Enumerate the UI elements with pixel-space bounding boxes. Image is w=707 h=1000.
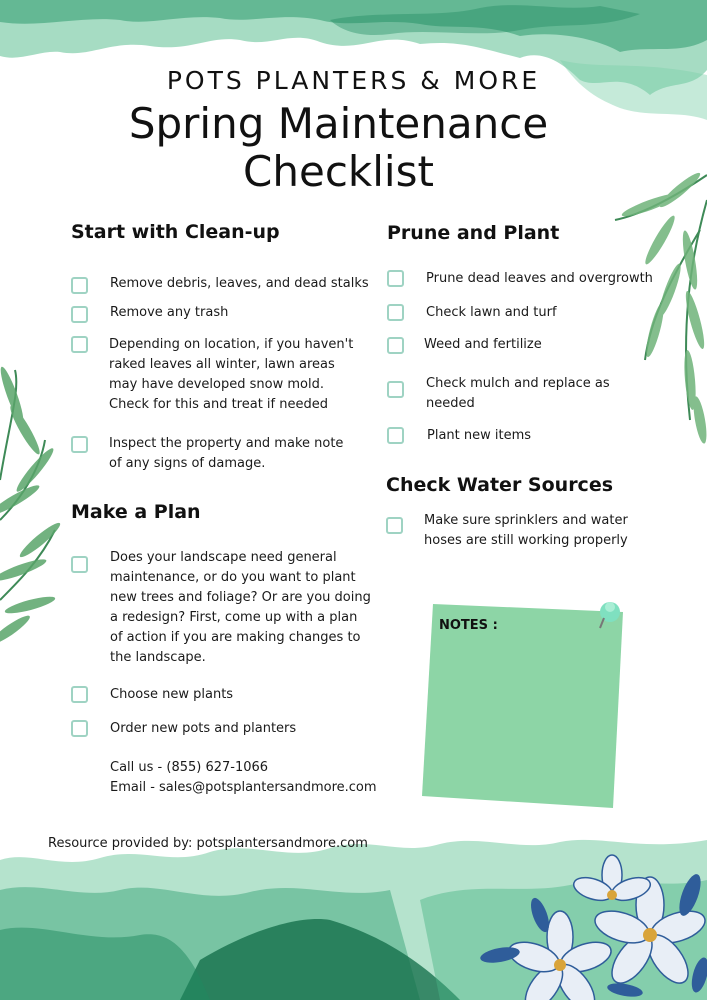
item-line: of any signs of damage. — [109, 456, 266, 471]
item-text — [427, 426, 687, 446]
item-line: Check mulch and replace as — [426, 376, 610, 391]
item-line: may have developed snow mold. — [109, 377, 324, 392]
item-line: Make sure sprinklers and water — [424, 513, 628, 528]
heading-check-water-sources: Check Water Sources — [386, 474, 614, 496]
item-line: hoses are still working properly — [424, 533, 628, 548]
checkbox[interactable] — [387, 427, 404, 444]
item-text — [110, 274, 390, 294]
item-text — [110, 685, 390, 705]
checkbox[interactable] — [71, 720, 88, 737]
page-title-line1: Spring Maintenance — [128, 99, 549, 148]
item-line: Remove debris, leaves, and dead stalks — [110, 276, 369, 291]
checkbox[interactable] — [386, 517, 403, 534]
item-text — [110, 303, 390, 323]
item-line: Check lawn and turf — [426, 305, 557, 320]
item-line: of action if you are making changes to — [110, 630, 361, 645]
item-line: the landscape. — [110, 650, 206, 665]
item-text — [110, 548, 400, 668]
checkbox[interactable] — [71, 306, 88, 323]
item-line: Order new pots and planters — [110, 721, 297, 736]
heading-prune-and-plant: Prune and Plant — [387, 222, 560, 244]
item-text — [110, 719, 390, 739]
item-text — [424, 335, 684, 355]
item-line: Depending on location, if you haven't — [109, 337, 354, 352]
checkbox[interactable] — [387, 337, 404, 354]
item-line: raked leaves all winter, lawn areas — [109, 357, 335, 372]
contact-info — [110, 758, 377, 798]
brand-name: POTS PLANTERS & MORE — [166, 66, 541, 95]
item-line: Prune dead leaves and overgrowth — [426, 271, 653, 286]
page-title-line2: Checklist — [243, 147, 434, 196]
item-text — [426, 269, 686, 289]
item-text — [109, 335, 389, 415]
item-line: Does your landscape need general — [110, 550, 337, 565]
checkbox[interactable] — [71, 436, 88, 453]
checkbox[interactable] — [387, 381, 404, 398]
item-line: Choose new plants — [110, 687, 234, 702]
contact-phone: Call us - (855) 627-1066 — [110, 760, 269, 775]
checkbox[interactable] — [387, 304, 404, 321]
item-line: needed — [426, 396, 475, 411]
item-line: a redesign? First, come up with a plan — [110, 610, 358, 625]
item-line: Check for this and treat if needed — [109, 397, 328, 412]
item-text — [426, 303, 686, 323]
item-text — [426, 374, 686, 414]
checkbox[interactable] — [71, 556, 88, 573]
heading-make-a-plan: Make a Plan — [71, 501, 201, 523]
item-line: Inspect the property and make note — [109, 436, 344, 451]
item-line: maintenance, or do you want to plant — [110, 570, 356, 585]
checkbox[interactable] — [71, 686, 88, 703]
item-line: Plant new items — [427, 428, 532, 443]
notes-label: NOTES : — [439, 618, 498, 633]
heading-start-with-cleanup: Start with Clean-up — [71, 221, 280, 243]
page-title — [0, 100, 677, 196]
item-line: new trees and foliage? Or are you doing — [110, 590, 371, 605]
contact-email: Email - sales@potsplantersandmore.com — [110, 780, 377, 795]
item-text — [424, 511, 684, 551]
item-line: Weed and fertilize — [424, 337, 542, 352]
checkbox[interactable] — [71, 336, 88, 353]
checkbox[interactable] — [71, 277, 88, 294]
resource-footer: Resource provided by: potsplantersandmore.com — [48, 836, 368, 851]
item-text — [109, 434, 389, 474]
item-line: Remove any trash — [110, 305, 229, 320]
checkbox[interactable] — [387, 270, 404, 287]
